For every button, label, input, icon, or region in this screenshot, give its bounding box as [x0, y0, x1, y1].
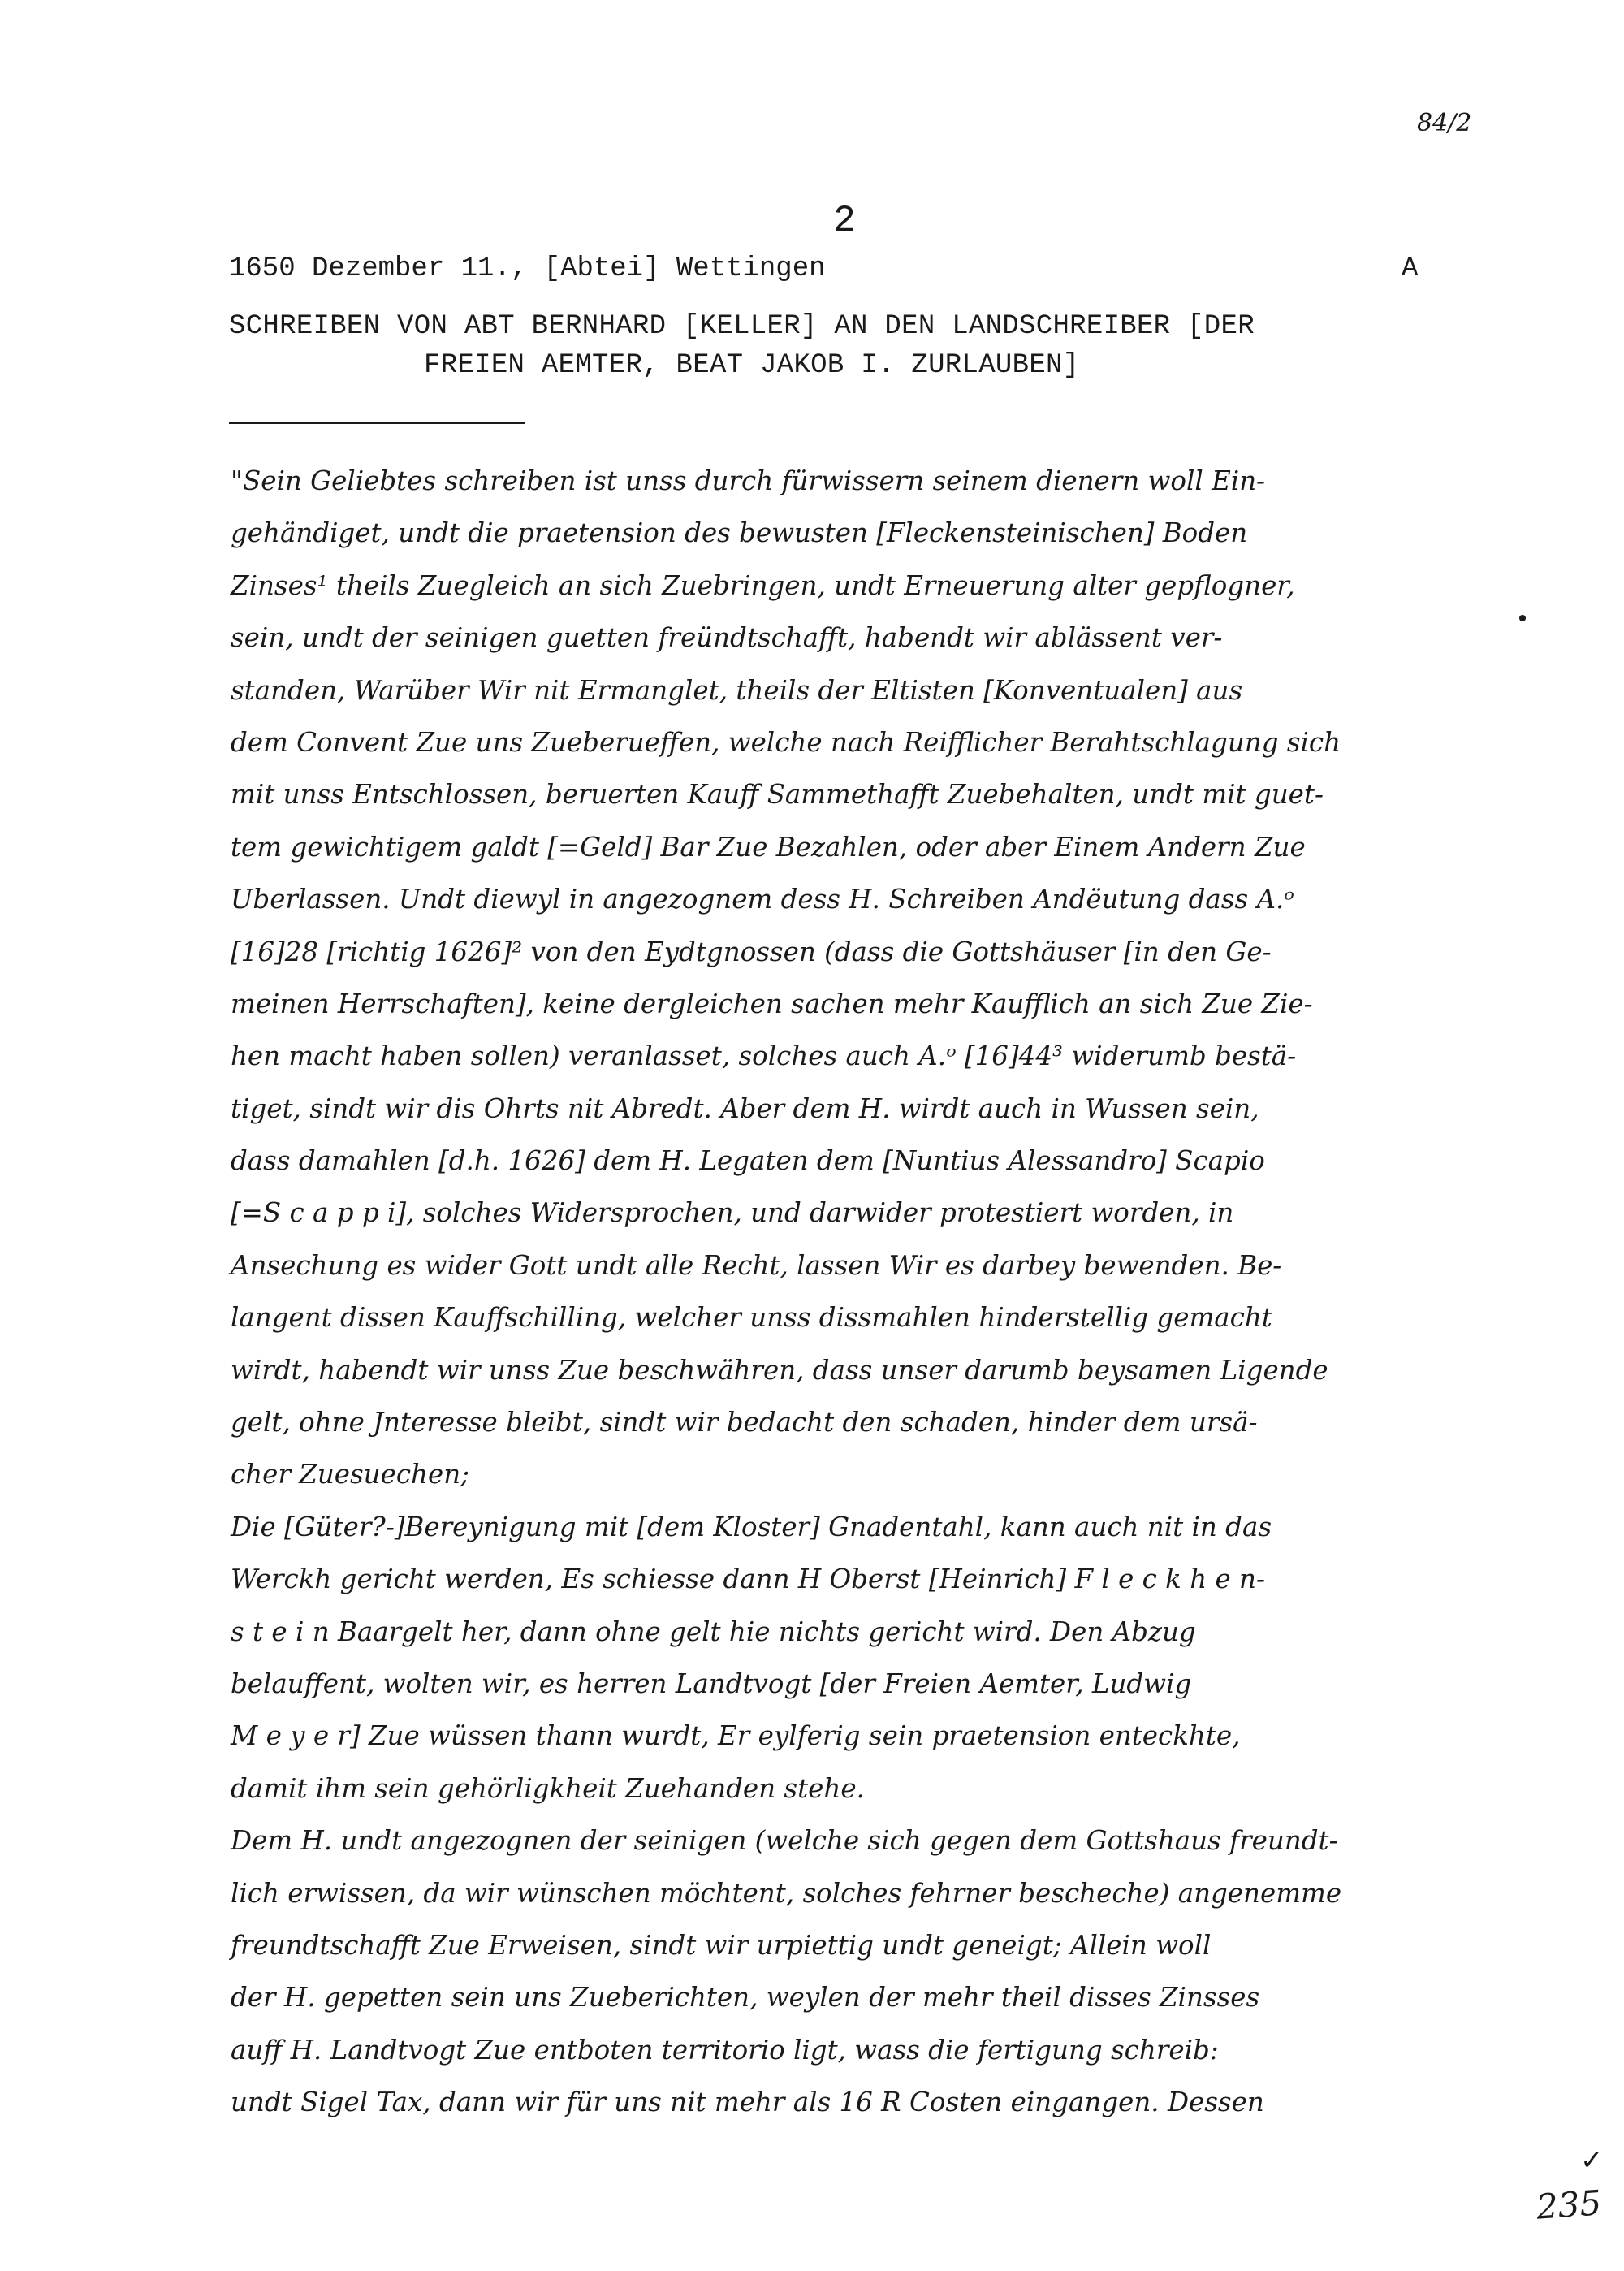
heading-line-2: FREIEN AEMTER, BEAT JAKOB I. ZURLAUBEN] [424, 350, 1080, 381]
body-line: gehändiget, undt die praetension des bewusten [Fleckensteinischen] Boden [231, 517, 1248, 549]
body-line: Dem H. undt angezognen der seinigen (welche sich gegen dem Gottshaus freundt- [231, 1825, 1338, 1857]
body-line: wirdt, habendt wir unss Zue beschwähren, dass unser darumb beysamen Ligende [231, 1354, 1328, 1386]
body-line: der H. gepetten sein uns Zueberichten, weylen der mehr theil disses Zinsses [231, 1982, 1260, 2014]
body-line: damit ihm sein gehörligkheit Zuehanden stehe. [231, 1772, 865, 1804]
body-line: mit unss Entschlossen, beruerten Kauff Sammethafft Zuebehalten, undt mit guet- [231, 779, 1324, 811]
body-line: [=S c a p p i], solches Widersprochen, und darwider protestiert worden, in [231, 1197, 1234, 1229]
body-line: gelt, ohne Jnteresse bleibt, sindt wir bedacht den schaden, hinder dem ursä- [231, 1407, 1258, 1438]
body-line: Werckh gericht werden, Es schiesse dann H Oberst [Heinrich] F l e c k h e n- [231, 1564, 1265, 1595]
margin-dot [1519, 615, 1526, 621]
body-line: "Sein Geliebtes schreiben ist unss durch fürwissern seinem dienern woll Ein- [231, 465, 1266, 496]
page-reference: 84/2 [1417, 109, 1472, 137]
document-number: 2 [833, 200, 856, 242]
body-line: M e y e r] Zue wüssen thann wurdt, Er eylferig sein praetension enteckhte, [231, 1720, 1241, 1752]
body-line: Uberlassen. Undt diewyl in angezognem dess H. Schreiben Andëutung dass A.ᵒ [231, 884, 1294, 915]
body-line: dem Convent Zue uns Zueberueffen, welche nach Reifflicher Berahtschlagung sich [231, 726, 1341, 758]
body-line: Zinses¹ theils Zuegleich an sich Zuebringen, undt Erneuerung alter gepflogner, [231, 569, 1295, 601]
document-heading [229, 307, 1463, 385]
body-line: belauffent, wolten wir, es herren Landtvogt [der Freien Aemter, Ludwig [231, 1668, 1192, 1699]
body-line: auff H. Landtvogt Zue entboten territorio ligt, wass die fertigung schreib: [231, 2034, 1219, 2066]
body-line: langent dissen Kauffschilling, welcher unss dissmahlen hinderstellig gemacht [231, 1302, 1272, 1334]
body-line: tem gewichtigem galdt [=Geld] Bar Zue Bezahlen, oder aber Einem Andern Zue [231, 831, 1306, 863]
body-line: cher Zuesuechen; [231, 1459, 470, 1490]
body-line: standen, Warüber Wir nit Ermanglet, theils der Eltisten [Konventualen] aus [231, 674, 1243, 706]
body-line: hen macht haben sollen) veranlasset, solches auch A.ᵒ [16]44³ widerumb bestä- [231, 1040, 1297, 1072]
body-line: sein, undt der seinigen guetten freündtschafft, habendt wir ablässent ver- [231, 622, 1223, 654]
date-place-line: 1650 Dezember 11., [Abtei] Wettingen [229, 253, 826, 284]
version-letter: A [1402, 253, 1419, 284]
body-line: [16]28 [richtig 1626]² von den Eydtgnossen (dass die Gottshäuser [in den Ge- [231, 936, 1272, 967]
body-line: undt Sigel Tax, dann wir für uns nit mehr als 16 R Costen eingangen. Dessen [231, 2087, 1264, 2118]
body-line: dass damahlen [d.h. 1626] dem H. Legaten dem [Nuntius Alessandro] Scapio [231, 1145, 1265, 1177]
archive-number: 235 [1535, 2182, 1603, 2227]
body-line: s t e i n Baargelt her, dann ohne gelt hie nichts gericht wird. Den Abzug [231, 1616, 1196, 1647]
separator-rule [229, 422, 525, 424]
body-line: freundtschafft Zue Erweisen, sindt wir urpiettig undt geneigt; Allein woll [231, 1929, 1212, 1961]
body-line: Ansechung es wider Gott undt alle Recht, lassen Wir es darbey bewenden. Be- [231, 1249, 1282, 1281]
heading-line-1: SCHREIBEN VON ABT BERNHARD [KELLER] AN DEN LANDSCHREIBER [DER [229, 311, 1255, 342]
check-mark: ✓ [1580, 2144, 1604, 2177]
body-line: tiget, sindt wir dis Ohrts nit Abredt. Aber dem H. wirdt auch in Wussen sein, [231, 1092, 1259, 1124]
body-line: Die [Güter?-]Bereynigung mit [dem Kloster] Gnadentahl, kann auch nit in das [231, 1511, 1272, 1542]
letter-body [231, 455, 1497, 2129]
body-line: lich erwissen, da wir wünschen möchtent, solches fehrner bescheche) angenemme [231, 1877, 1342, 1909]
body-line: meinen Herrschaften], keine dergleichen sachen mehr Kaufflich an sich Zue Zie- [231, 988, 1313, 1019]
